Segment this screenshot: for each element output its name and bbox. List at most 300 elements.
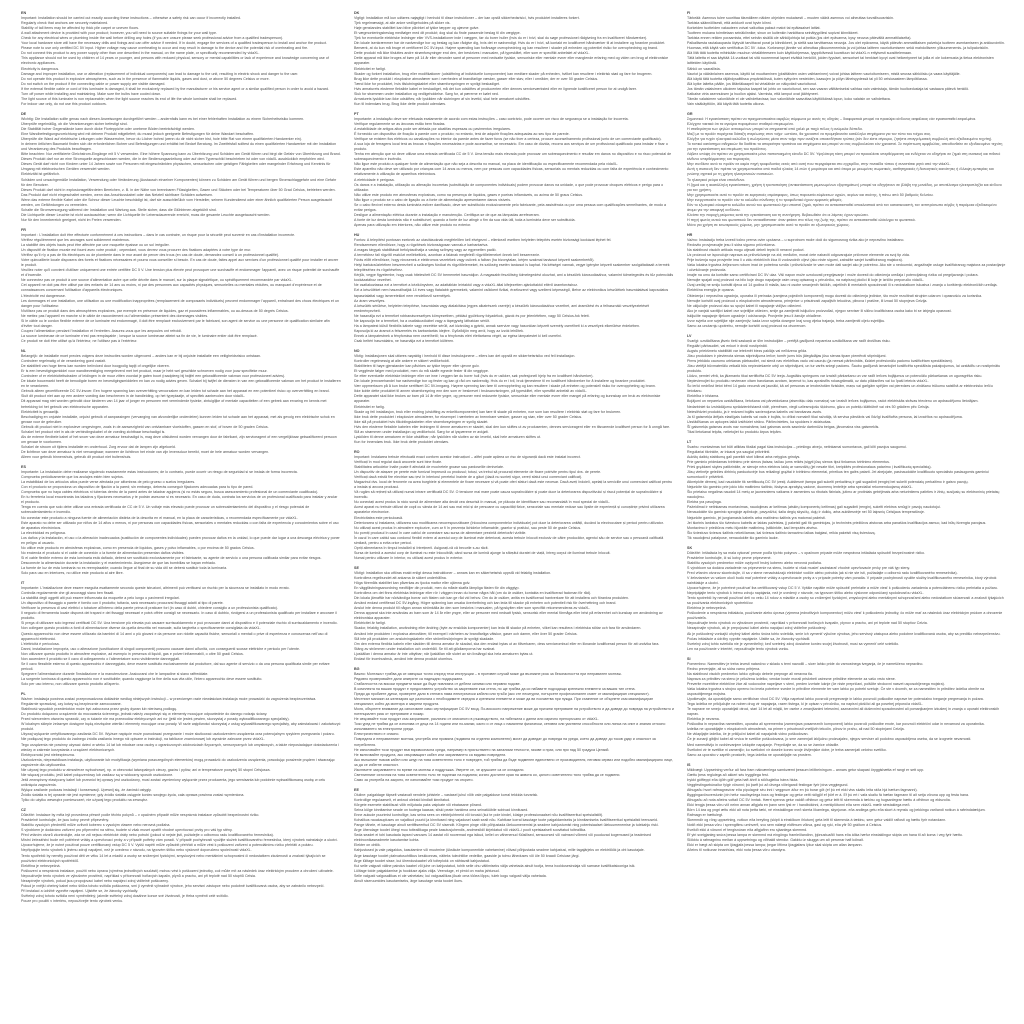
instruction-line: Do not switch on the product if the connecting cable or power supply are visible damaged. [21,81,166,86]
instruction-line: Ne csatlakoztassa ezt a terméket a kézikönyvben, az adattáblán leírtaktól vagy a vidaXL által kifejezetten ajánlottaktól eltérő áramforráshoz. [354,283,579,288]
instruction-line: Huomaa, että käytä vain sertifioitua DC 5V -tuloa. Korkeampi jännite voi aiheuttaa ylikuumenemista ja voi johtaa laitteen vaurioitumiseen sekä mahdolliseen ylikuumenemis- ja tulipaloriskiin. [687,46,989,51]
instruction-line: Upozorňujeme, že je potrebné používať iba certifikovaný vstup DC 5 V. Vyššie napätie môže spôsobiť prehriatie a môže viesť k poškodeniu zariadenia a potenciálnemu riziku prehriatia a požiaru. [687,586,998,591]
instruction-line: La source lumineuse de ce luminaire n'est pas remplaçable ; lorsque la source lumineuse atteint sa fin de vie, le luminaire entier doit être remplacé. [21,333,258,338]
language-code-label: SE [354,565,359,570]
instruction-line: Tjek regelmæssigt, at alle ankre vedligeholdes på sikker vis. [354,21,451,26]
instruction-line: Na stabilnost visokih predmetov lahko vplivajo debele preproge ali neravna tla. [687,671,813,676]
instruction-line: Tarkista säännöllisesti, että ankkurit ovat hyvin kiinni. [687,21,772,26]
instruction-line: Elekter on ohtlik. [354,843,381,848]
instruction-line: Un dispositif de fixation murale est fourni avec votre produit ; cependant, vous devrez vous procurer des fixations adaptées à votre type de mur. [21,248,252,253]
instruction-line: A magas tárgyak stabilitását befolyásolhatja a vastag szőnyeg vagy az egyenetlen padló. [354,248,497,253]
instruction-line: Uszkodzenia, nieprawidłowa instalacja, użytkowanie lub modyfikacja (wymiana poszczególnych elementów) mogą prowadzić do uszkodzenia urządzenia, powodując porażenie prądem i stwarzając zagrożenie dla użytkownika. [21,757,335,767]
instruction-line: Naprava za pritrditev na steno je priložena izdelku; vendar boste morali priskrbeti ustrezne pritrdilne elemente za vašo vrsto stene. [687,676,896,681]
instruction-line: Schäden und unsachgemäße Installation, Verwendung oder Veränderung (Austausch einzelner Komponenten) können zu Schäden am Gerät führen und bergen Stromschlaggefahr und eine Gefahr für den Benutzer. [21,177,337,187]
instruction-line: Ennek a lámpatestnek a fényforrása nem cserélhető; ha a fényforrás eléri élettartama végét, az egész lámpatestet ki kell cserélni. [354,333,562,338]
instruction-line: Wyłącz zasilanie podczas instalacji i konserwacji. Upewnij się, że żarówki ostygły. [21,787,152,792]
instruction-line: Nepoužívejte tento výrobek ve výbušném prostředí, například v přítomnosti hořlavých kapalin, plynů a prachu, ani při teplotě nad 50 stupňů Celsia. [21,873,256,878]
instruction-line: Il negozio di ferramenta locale disporrà dei trapani e dei fissaggi necessari e potrà offrire consigli se necessario. In caso di dubbio, rivolgersi a un professionista qualificato per installare e ancorare il prodotto. [21,611,337,621]
instruction-line: Před vrtáním otvorů zkontrolujte, zda ve zdi nejsou elektrické dráty nebo potrubí (pokud si nejste jisti, požádejte o odbornou radu kvalifikovaného řemeslníka). [21,833,274,838]
instruction-line: Lūdzu, ņemiet vērā, ka jāizmanto tikai sertificēta DC 5V ieeja. Augstāks spriegums var izraisīt pārkaršanu un var radīt ierīces bojājumus un potenciālu pārkaršanas un ugunsgrēka risku. [687,374,983,379]
instruction-line: Vigtigt: Installation må kun udføres nøjagtigt i henhold til disse instruktioner – der kan opstå sikkerhedsrisici, hvis produktet installeres forkert. [354,16,580,21]
instruction-line: Magazinul dvs. local de feronerie va avea burghiele și elementele de fixare necesare și vă poate oferi sfaturi dacă este necesar. Dacă aveți îndoieli, apelați la serviciile unui comerciant calificat pentru a instala și ancora produsul. [354,480,673,490]
instruction-line: Tjek for eventuelle elektriske ledninger eller VVS-installationer inde i væggen, før du borer huller (hvis du er i tvivl, skal du søge professionel rådgivning fra en kvalificeret håndværker). [354,36,648,41]
instruction-line: Šio prietaiso negalima naudoti 14 metų ar jaunesniems vaikams ir asmenims su ribotais fiziniais, jutimo ar protiniais gebėjimais arba neturintiems patirties ir žinių, susijusių su elektroninių prietaisų naudojimu. [687,490,1000,500]
language-section-pt [354,112,674,228]
instruction-line: For indoor use only, do not use this product outdoors. [21,101,107,106]
instruction-line: Aðeins til notkunar innanhúss, ekki nota þessa vöru utandyra. [687,848,786,853]
instruction-line: Selle valgusti valgusallikas ei ole vahetatav; kui valgusallikas jõuab oma tööea lõppu, tuleb kogu valgusti välja vahetada. [354,873,547,878]
instruction-line: Dette produkt må ikke tilsluttes andre strømforsyninger end den, der beskrives i manualen, på typeskiltet, eller som er specifikt anbefalet af vidaXL. [354,51,590,56]
instruction-line: Este aparato no debe ser utilizado por niños de 14 años o menos, ni por personas con capacidades físicas, sensoriales o mentales reducidas o con falta de experiencia y conocimientos sobre el uso de aparatos electrónicos. [21,520,339,530]
instruction-line: Belangrijk: de installatie moet precies volgens deze instructies worden uitgevoerd – anders kan er bij onjuiste installatie een veiligheidsrisico ontstaan. [21,354,262,359]
instruction-line: Svarīgi: uzstādīšana jāveic tieši saskaņā ar šīm instrukcijām – pretējā gadījumā nepareiza uzstādīšana var radīt drošības risku. [687,338,891,343]
instruction-line: Κλείστε την παροχή ρεύματος κατά την εγκατάσταση και τη συντήρηση. Βεβαιωθείτε ότι οι λάμπες έχουν κρυώσει. [687,212,869,217]
instruction-line: Vær oppmerksom på å kun bruke sertifisert DC 5V-inngang. Høyere spenning kan føre til overoppheting og kan resultere i skade på enheten og potensiell risiko for overoppheting og brann. [354,384,656,389]
instruction-line: W lokalnym sklepie żelaznym dostępne będą niezbędne wiertła i elementy mocujące oraz porady. W razie wątpliwości skorzystaj z usług wykwalifikowanego specjalisty, aby zainstalować i zakotwiczyć produkt. [21,722,341,732]
language-section-nl [21,349,341,460]
instruction-line: Kontrollige regulaarselt, et ankrud oleksid kindlalt kinnitatud. [354,797,451,802]
instruction-line: Dôležité: Inštalácia by sa mala vykonať presne podľa týchto pokynov – v opačnom prípade môže nesprávna inštalácia spôsobiť bezpečnostné riziko. [687,550,925,555]
language-code-label: RO [354,449,360,454]
instruction-line: Verifique se existem fios elétricos ou canalizações no interior da parede antes de fazer furos (se não tiver a certeza, procure aconselhamento profissional junto de um comerciante qualificado). [354,137,662,142]
instruction-line: Ärge ühendage toodet ühegi muu toiteallikaga peale kasutusjuhendis, andmesildil kirjeldatud või vidaXL-i poolt spetsiaalselt soovitatud toiteallika. [354,828,587,833]
instruction-line: Ikke bruk dette produktet i eksplosive atmosfærer, for eksempel i nærheten av brennbare væsker, gasser og støv, eller over 50 grader Celsius. [354,414,583,419]
instruction-line: Ne connectez pas ce produit à une source d'alimentation autre que celle décrite dans le manuel, sur la plaque signalétique, ou spécifiquement recommandée par vidaXL. [21,278,293,283]
instruction-line: Sursa de lumină a acestui corp de iluminat nu este înlocuibilă; când sursa de lumină ajunge la sfârșitul duratei de viață, întreg corpul de iluminat trebuie înlocuit. [354,550,611,555]
instruction-line: Ja šī gaismekļa ārējais elastīgais kabelis vai vads ir bojāts, to drīkst nomainīt tikai ražotājs, tā servisa pārstāvis vai līdzīgi kvalificēta persona, lai izvairītos no apdraudējuma. [687,414,963,419]
instruction-line: Controlla regolarmente che gli ancoraggi siano ben fissati. [21,591,115,596]
instruction-line: Stability of tall items may be affected by thick pile carpet or uneven floors. [21,26,140,31]
instruction-line: Überprüfe regelmäßig, ob die Verankerungen sicher befestigt sind. [21,121,128,126]
instruction-line: Tænd ikke for produktet, hvis tilslutningskablet eller strømforsyningen er synligt beskadiget. [354,81,501,86]
instruction-line: Този уред не трябва да се използва от деца на 14 години или по-малки, както и от лица с намалени физически, сетивни или умствени способности или липса на опит и знания относно използването на електронни уреди. [354,722,666,732]
instruction-line: Η ζημιά και η ακατάλληλη εγκατάσταση, χρήση ή τροποποίηση (αντικατάσταση μεμονωμένων εξαρτημάτων) μπορεί να οδηγήσουν σε βλάβη της μονάδας, με αποτέλεσμα ηλεκτροπληξία και κίνδυνο για τον χρήστη. [687,182,1002,192]
instruction-line: No utilice este producto en atmósferas explosivas, como en presencia de líquidos, gases y polvo inflamables, o por encima de 50 grados Celsius. [21,545,255,550]
instruction-line: Pravidelně kontrolujte, že jsou kotvy pevně připevněny. [21,818,110,823]
language-code-label: LT [687,439,692,444]
instruction-line: Se o cabo flexível externo desta luminária estiver danificado, deve ser substituído exclusivamente pelo fabricante, pela assistência ou por uma pessoa com qualificações semelhantes, de modo a evitar perigos. [354,202,667,212]
instruction-line: Non utilizzare questo prodotto in atmosfere esplosive, ad esempio in presenza di liquidi, gas e polveri infiammabili, o oltre 50 gradi Celsius. [21,651,244,656]
instruction-line: Pred vŕtaním otvorov skontrolujte, či sa v stene nenachádzajú elektrické vodiče alebo potrubia (ak si nie ste istí, požiadajte o odbornú radu kvalifikovaného remeselníka). [687,570,958,575]
instruction-line: Fontos: A telepítést pontosan ezeknek az utasításoknak megfelelően kell elvégezni – ellenkező esetben helytelen telepítés esetén biztonsági kockázat léphet fel. [354,238,612,243]
instruction-line: S výrobkom sa dodáva zariadenie na pripevnenie na stenu, budete si však musieť zaobstarať vhodné upevňovacie prvky pre váš typ steny. [687,565,910,570]
instruction-line: Verificare la presenza di cavi elettrici o tubature all'interno della parete prima di praticare fori (in caso di dubbi, chiedere consiglio a un professionista qualificato). [21,606,278,611]
instruction-line: Deteriorarea și instalarea, utilizarea sau modificarea necorespunzătoare (înlocuirea componentelor individuale) pot duce la deteriorarea unității, ducând la electrocutare și pericol pentru utilizator. [354,520,664,525]
instruction-line: Slå inte på produkten om anslutningskabeln eller strömförsörjningen är synligt skadade. [354,636,495,641]
instruction-line: Armaturets lyskilde kan ikke udskiftes; når lyskilden når slutningen af sin levetid, skal hele armaturet udskiftes. [354,96,531,101]
instruction-line: Solo per uso interno, non utilizzare questo prodotto all'aperto. [21,682,120,686]
language-code-label: FR [21,227,26,232]
instruction-line: Endast för inomhusbruk, använd inte denna produkt utomhus. [354,656,453,661]
instruction-line: Tenha em atenção que só deve utilizar uma entrada certificada CC de 5 V. Uma tensão mais elevada pode provocar um sobreaquecimento e resultar em danos no dispositivo e no risco potencial de sobreaquecimento e incêndio. [354,152,672,162]
instruction-line: Važno: Instalaciju treba izvesti točno prema ovim uputama – u suprotnom može doći do sigurnosnog rizika ako je nepravilno instalirano. [687,238,905,243]
instruction-line: A eletricidade é perigosa. [354,177,395,182]
instruction-line: Byggingavöruverslunin þín hefur nauðsynlega bora og festingar og getur veitt ráðgjöf ef þörf er á. Ef þú ert í vafa skaltu fá hæfan fagmann til að setja vöruna upp og festa hana. [687,792,969,797]
language-code-label: SK [687,545,693,550]
instruction-line: Tylko do użytku wewnątrz pomieszczeń, nie używaj tego produktu na zewnątrz. [21,798,149,803]
instruction-line: Nur für den Innenbereich geeignet, nicht im Freien verwenden. [21,217,122,222]
instruction-line: Vă rugăm să rețineți să utilizați numai intrare certificată DC 5V. O tensiune mai mare poate cauza supraîncălzire și poate duce la deteriorarea dispozitivului și riscul potențial de supraîncălzire și incendiu. [354,490,663,500]
instruction-line: Elektřina je nebezpečná. [21,863,61,868]
instruction-line: Pokud je vnější ohebný kabel nebo šňůra tohoto svítidla poškozena, smí ji vyměnit výhradně výrobce, jeho servisní zástupce nebo podobně kvalifikovaná osoba, aby se zabránilo nebezpečí. [21,883,325,888]
instruction-line: Rendszeresen ellenőrizze, hogy a rögzítések biztonságosan vannak-e karbantartva. [354,243,489,248]
instruction-line: Ne mettez pas l'appareil en marche si le câble de raccordement ou l'alimentation présentent des dommages visibles. [21,313,209,318]
instruction-line: Stabilitu vysokých predmetov môže ovplyvniť hrubý koberec alebo nerovná podlaha. [687,560,822,565]
text-columns-container [21,11,1008,1018]
instruction-line: Šio šviestuvo šviesos šaltinis nekeičiamas; kai šviesos šaltinio tarnavimo laikas baigiasi, reikia pakeisti visą šviestuvą. [687,530,876,535]
instruction-line: Prieš gręždami skyles patikrinkite, ar sienoje nėra elektros laidų ar vamzdžių (jei nesate tikri, kreipkitės profesionalaus patarimo į kvalifikuotą specialistą). [687,465,932,470]
instruction-line: Kontroller regelmessig at alle ankere er sikkert vedlikeholdt. [354,359,450,364]
instruction-line: La stabilité des objets hauts peut être affectée par une moquette épaisse ou un sol irrégulier. [21,243,170,248]
instruction-line: Η σταθερότητα των ψηλών αντικειμένων μπορεί να επηρεαστεί από χαλιά με παχύ πέλος ή ανώμαλα δάπεδα. [687,127,863,132]
language-section-sk [687,546,1007,652]
instruction-line: Jos tämän valaisimen ulkoinen taipuisa kaapeli tai johto on vaurioitunut, sen saa vaaran välttämiseksi vaihtaa vain valmistaja, tämän huoltoedustaja tai vastaava pätevä henkilö. [687,86,970,91]
language-code-label: NO [354,349,360,353]
instruction-line: La electricidad es peligrosa. [21,530,66,535]
instruction-line: Non collegare questo prodotto a fonti di alimentazione diverse da quella descritta nel manuale, sulla targhetta o specificamente consigliata da vidaXL. [21,626,261,631]
instruction-line: Þykkt gólfteppi eða ójöfn gólf geta haft áhrif á stöðugleika hárra hluta. [687,777,799,782]
instruction-line: Jei išorinis lankstus šio šviestuvo kabelis ar laidas pažeistas, jį pakeisti gali tik gamintojas, jo techninės priežiūros atstovas arba panašios kvalifikacijos asmuo, kad būtų išvengta pavojaus. [687,520,987,525]
instruction-line: L'elettricità è pericolosa. [21,641,60,646]
instruction-line: Изключете захранването по време на монтаж и поддръжка. Уверете се, че крушките са се охладили. [354,767,525,772]
instruction-line: Če je zunanji gibljivi kabel ali vrvica te svetilke poškodovana, jo sme zamenjati izključno proizvajalec, njegov serviser ali podobno usposobljena oseba, da se izognete nevarnosti. [687,737,972,742]
instruction-line: Athugaðu að nota aðeins vottað DC 5V inntak. Hærri spenna getur valdið ofhitnun og getur leitt til skemmda á tækinu og hugsanlegrar hættu á ofhitnun og eldsvoða. [687,797,951,802]
instruction-line: Verifique regularmente se as âncoras estão bem fixadas. [354,121,446,126]
instruction-line: Elektrina je nebezpečná. [687,606,727,611]
instruction-line: Kérjük, vegye figyelembe, hogy csak hitelesített DC 5V bemenetet használjon. A magasabb feszültség túlmelegedést okozhat, ami a készülék károsodásához, valamint túlmelegedés és tűz potenciális kockázatához vezethet. [354,273,674,283]
language-code-label: HU [354,232,360,237]
instruction-line: Älä käytä tätä tuotetta räjähdysalttiissa ympäristöissä, kuten syttyvien nesteiden, kaasujen ja pölyn läheisyydessä tai yli 50 celsiusasteen lämpötilassa. [687,76,928,81]
instruction-line: Als de externe flexibele kabel of het snoer van deze armatuur beschadigd is, mag deze uitsluitend worden vervangen door de fabrikant, zijn serviceagent of een vergelijkbaar gekwalificeerd persoon om gevaar te voorkomen. [21,434,337,444]
instruction-line: Dieses Gerät darf nicht von Kindern unter 14 Jahren sowie von Personen mit eingeschränkten physischen, sensorischen oder geistigen Fähigkeiten oder mangelnder Erfahrung und Kenntnis für Umgang mit elektronischen Geräten verwendet werden. [21,162,331,172]
instruction-line: Kontrollera regelbundet att ankarna är säkert underhållna. [354,576,447,581]
instruction-line: Uz proizvod se isporučuje naprava za pričvršćivanje na zid; međutim, morat ćete nabaviti odgovarajuće pričvrsne elemente za svoj tip zida. [687,253,910,258]
instruction-line: Et vægmonteringsbeslag medfølger med dit produkt; dog skal du finde passende beslag til din vægtype. [354,31,521,36]
instruction-line: Slökktu á rafmagninu meðan á uppsetningu og viðhaldi stendur. Gakktu úr skugga um að perurnar hafi kólnað. [687,838,865,843]
instruction-line: Kapcsolja ki az áramot a felszerelés és karbantartás idejére. Győződjön meg arról, hogy az izzók lehűltek. [354,328,524,333]
instruction-line: Sluk for strømmen under installation og vedligeholdelse. Sørg for, at pærerne er kølet ned. [354,91,499,96]
instruction-line: Tento spotrebič by nemali používať deti vo veku 14 rokov a mladšie a osoby so zníženými fyzickými, zmyslovými alebo mentálnymi schopnosťami alebo nedostatkom skúseností a znalostí týkajúcich sa používania elektronických spotrebičov. [687,596,1004,606]
language-section-es [21,465,341,576]
instruction-line: Tärkeää: Asennus tulee suorittaa täsmälleen näiden ohjeiden mukaisesti – muuten väärä asennus voi aiheuttaa turvallisuusriskin. [687,16,894,21]
instruction-line: Uzstādīšanas un apkopes laikā izslēdziet strāvu. Pārliecinieties, ka spuldzes ir atdzisušas. [687,419,832,424]
instruction-line: Helyi barkácsüzletében beszerezheti a szükséges fúrókat és rögzítőelemeket, és szükség esetén tanácsot is kaphat. Ha kétségei vannak, vegye igénybe képzett szakember szolgáltatásait a termék telepítéséhez és rögzítéséhez. [354,263,670,273]
language-code-label: EE [354,787,359,792]
instruction-line: Nejunkite šio gaminio prie jokio kito maitinimo šaltinio, išskyrus aprašytą vadove, duomenų lentelėje arba specialiai rekomenduojamą vidaXL. [687,485,913,490]
instruction-line: Svarbu: montavimas turi būti atliktas tiksliai pagal šias instrukcijas – priešingu atveju, netinkamai sumontavus, gali kilti pavojus saugumui. [687,444,907,449]
instruction-line: Acest aparat nu trebuie utilizat de copii cu vârsta de 14 ani sau mai mici și de persoane cu capacități fizice, senzoriale sau mentale reduse sau lipsite de experiență și cunoștințe privind utilizarea aparatelor electronice. [354,505,665,515]
instruction-line: Do not connect this product to any power supply other than one described in the manual, on the name plate, or specifically recommended by vidaXL. [21,51,260,56]
instruction-line: Εάν το εξωτερικό εύκαμπτο καλώδιο αυτού του φωτιστικού έχει υποστεί ζημιά, πρέπει να αντικατασταθεί αποκλειστικά από τον κατασκευαστή, τον αντιπρόσωπο σέρβις ή παρόμοια εξειδικευμένο άτομο για την αποφυγή κινδύνου. [687,202,997,212]
language-section-se [354,566,674,662]
instruction-line: Не свързвайте този продукт към захранване, различно от описаното в ръководството, на табелката с данни или изрично препоръчано от vidaXL. [354,717,599,722]
instruction-line: Nu conectați acest produs la nicio sursă de alimentare alta decât cea descrisă în manual, pe plăcuța de identificare sau recomandată în mod special de vidaXL. [354,500,611,505]
instruction-line: No conectar este producto a ninguna fuente de alimentación distinta de la descrita en el manual, en la placa de características, o recomendada específicamente por vidaXL. [21,515,298,520]
instruction-line: Ljuskällan i denna armatur är inte utbytbar; när ljuskällan når slutet av sin livslängd ska hela armaturen bytas ut. [354,651,534,656]
instruction-line: Un dispozitiv de atașare pe perete este furnizat împreună cu produsul; totuși, va trebui să procurați elemente de fixare potrivite pentru tipul dvs. de perete. [354,470,602,475]
instruction-line: Din lokale jernvarehandel har nødvendige bor og fester og kan gi råd om nødvendig. Hvis du er i tvil, bruk tjenestene til en kvalifisert håndverker for å installere og forankre produktet. [354,379,646,384]
language-section-en [21,11,341,107]
instruction-line: Dieses Produkt darf nur an eine Stromquelle angeschlossen werden, die in der Bedienungsanleitung oder auf dem Typenschild beschrieben ist oder von vidaXL ausdrücklich empfohlen wird. [21,157,325,162]
instruction-line: Turn off power while installing and maintaining. Make sure the bulbs have cooled down. [21,91,162,96]
instruction-line: A fonte de luz desta luminária não é substituível; quando a fonte de luz atingir o fim da sua vida útil, toda a luminária deve ser substituída. [354,217,576,222]
instruction-line: Μην ενεργοποιείτε το προϊόν εάν το καλώδιο σύνδεσης ή το τροφοδοτικό έχουν εμφανείς φθορές. [687,197,843,202]
language-code-label: BG [354,666,360,671]
instruction-line: Enne aukude puurimist kontrollige, kas seina sees on elektrijuhtmeid või torusid (kui te pole kindel, küsige professionaalset nõu kvalifitseeritud spetsialistilt). [354,813,604,818]
instruction-line: Nu utilizați acest produs în atmosfere explozive, cum ar fi în prezența lichidelor inflamabile, gazelor și prafului, sau peste 50 de grade Celsius. [354,525,582,530]
instruction-line: En väggfästningsanordning medföljer din produkt, men du måste skaffa lämpliga fästen för din väggtyp. [354,586,520,591]
instruction-line: This appliance should not be used by children of 14 years or younger, and persons with reduced physical, sensory or mental capabilities or lack of experience and knowledge concerning use of electronic appliances. [21,56,329,66]
instruction-line: Ekki tengja þessa vöru við neinn annan aflgjafa en þann sem lýst er í handbókinni, á merkiplötunni eða sem vidaXL mælir sérstaklega með. [687,803,911,808]
instruction-line: Na stabilnost visokih artikala mogu utjecati debeli tepisi ili neravni podovi. [687,248,805,253]
instruction-line: Nemojte koristiti ovaj proizvod u eksplozivnim atmosferama, primjerice u prisutnosti zapaljivih tekućina, plinova i prašine, ili iznad 50 stupnjeva Celzija. [687,298,928,303]
instruction-line: Numai pentru utilizare în interior, nu utilizați acest produs în exterior. [354,555,464,560]
instruction-line: Nepřipojujte tento výrobek k jinému zdroji napájení, než je uvedeno v návodu, na typovém štítku nebo výslovně doporučeno společností vidaXL. [21,848,252,853]
instruction-line: Kui selle valgusti väline painduv kaabel või juhe on kahjustatud, tohib selle ohu vältimiseks välja vahetada ainult tootja, tema hooldusesindaja või sarnase kvalifikatsiooniga isik. [354,863,636,868]
instruction-line: Schalte die Stromversorgung während der Installation und Wartung aus. Stelle sicher, dass die Glühbirnen abgekühlt sind. [21,207,217,212]
instruction-line: Din lokala järnaffär har nödvändiga borrar och fästen och kan ge råd vid behov. Om du är osäker, anlita en kvalificerad hantverkare för att installera och förankra produkten. [354,596,630,601]
instruction-line: Η πηγή φωτός αυτού του φωτιστικού δεν αντικαθίσταται· όταν φτάσει στο τέλος της ζωής της, πρέπει να αντικατασταθεί ολόκληρο το φωτιστικό. [687,217,916,222]
instruction-line: Un dispositivo di fissaggio a parete è fornito con il prodotto; tuttavia, sarà necessario procurarsi fissaggi adatti al tipo di parete. [21,601,224,606]
instruction-line: Seina külge kinnitamise seade on tootega kaasas; siiski peate hankima oma seinatüübile sobivad kinnitused. [354,808,529,813]
language-code-label: IT [21,581,25,586]
instruction-line: Elektryczność jest niebezpieczna. [21,752,75,757]
instruction-line: Imajte na umu da koristite samo certificirani DC 5V ulaz. Viši napon može uzrokovati pregrijavanje i može dovesti do oštećenja uređaja i potencijalnog rizika od pregrijavanja i požara. [687,273,979,278]
instruction-line: Skador, felaktig installation, användning eller ändring (byte av enskilda komponenter) kan leda till skador på enheten, vilket kan resultera i elektriska stötar och fara för användaren. [354,626,642,631]
language-code-label: FI [687,11,691,15]
instruction-line: Kveikið ekki á vörunni ef tengisnúran eða aflgjafinn eru sjáanlega skemmd. [687,828,808,833]
instruction-line: Μόνο για χρήση σε εσωτερικούς χώρους, μην χρησιμοποιείτε αυτό το προϊόν σε εξωτερικούς χώρους. [687,222,850,227]
instruction-line: Електричеството е опасно. [354,732,400,737]
instruction-line: Vain sisäkäyttöön, älä käytä tätä tuotetta ulkona. [687,101,765,106]
instruction-line: Si el cable flexible externo de esta luminaria está dañado, deberá ser sustituido exclusivamente por el fabricante, su agente de servicio o una persona calificada similar para evitar riesgos. [21,555,322,560]
language-code-label: HR [687,232,693,237]
instruction-line: Gebruik alleen gecertificeerde DC 5V-invoer. Een hogere spanning kan oververhitting veroorzaken en kan leiden tot schade aan het apparaat en een potentieel risico op oververhitting en brand. [21,389,330,394]
instruction-line: La fuente de luz de esta luminaria no es reemplazable; cuando llegue al final de su vida útil se deberá sustituir toda la luminaria. [21,565,228,570]
instruction-line: Veuillez noter qu'il convient d'utiliser uniquement une entrée certifiée DC 5 V. Une tension plus élevée peut provoquer une surchauffe et endommager l'appareil, avec un risque potentiel de surchauffe et d'incendie. [21,268,340,278]
instruction-line: Die Stabilität hoher Gegenstände kann durch dicke Florteppiche oder unebene Böden beeinträchtigt werden. [21,127,196,132]
instruction-line: Ikke slå på produktet hvis tilkoblingskabelen eller strømforsyningen er synlig skadet. [354,419,489,424]
instruction-line: Augstu priekšmetu stabilitāti var ietekmēt biezs paklājs vai nelīdzena grīda. [687,349,808,353]
instruction-line: Ne használja ezt a terméket robbanásveszélyes környezetben, például gyúlékony folyadékok, gázok és por jelenlétében, vagy 50 Celsius-fok felett. [354,313,590,318]
instruction-line: Wichtig: Die Installation sollte genau nach diesen Anweisungen durchgeführt werden – andernfalls kann es bei einer fehlerhaften Installation zu einem Sicherheitsrisiko kommen. [21,116,305,121]
instruction-line: Desconecte la alimentación durante la instalación y el mantenimiento. Asegúrese de que las bombillas se hayan enfriado. [21,560,216,565]
instruction-line: Redno preverjajte, ali so sidra varno pritrjena. [687,666,761,671]
instruction-line: Er is een bevestigingsmiddel voor wandbevestiging meegeleverd met het product, maar je hebt wel geschikte schroeven nodig voor jouw specifieke muur. [21,369,268,374]
instruction-line: Tämän valaisimen valonlähde ei ole vaihdettavissa; kun valonlähde saavuttaa käyttöikänsä lopun, koko valaisin on vaihdettava. [687,96,891,101]
instruction-line: Verificați dacă există fire electrice sau țevi în interiorul peretelui înainte de a găuri (dacă nu sunteți sigur, cereți sfatul unui comerciant calificat). [354,475,583,480]
instruction-line: En tu ferretería local encontrarás los taladros y fijaciones necesarios y te podrán asesorar si es necesario. En caso de duda, contrata los servicios de un profesional cualificado para instalar y anclar el producto. [21,495,338,505]
instruction-line: В комплекта на вашия продукт е предоставено устройство за закрепване към стена, но ще трябва да си набавите подходящи крепежни елементи за вашия тип стена. [354,687,636,691]
instruction-line: Este aparelho não deve ser utilizado por crianças com 14 anos ou menos, nem por pessoas com capacidades físicas, sensoriais ou mentais reduzidas ou com falta de experiência e conhecimento relativamente à utilização de aparelhos eletrónicos. [354,167,669,177]
language-section-it [21,581,341,687]
instruction-line: Oluline: paigaldage täpselt vastavalt nendele juhistele – vastasel juhul võib vale paigalduse korral tekkida turvarisk. [354,792,539,797]
instruction-line: Paikallisesta rautakaupasta löytyvät tarvittavat porat ja kiinnikkeet, ja sieltä saa tarvittaessa neuvoja. Jos olet epävarma, käytä pätevän ammattilaisen palveluja tuotteen asentamiseen ja ankkurointiin. [687,41,1005,46]
instruction-line: Regulāri pārbaudiet, vai enkuri ir droši nostiprināti. [687,343,768,348]
instruction-line: Do not operate this product in explosive atmospheres, such as in the presence of flammable liquids, gases and dust, or above 50 degrees Celsius or more. [21,76,270,81]
instruction-line: Höga föremåls stabilitet kan påverkas av tjocka mattor eller ojämna golv. [354,581,471,586]
instruction-line: Questo apparecchio non deve essere utilizzato da bambini di 14 anni o più giovani e da persone con ridotte capacità fisiche, sensoriali o mentali o prive di esperienza e conoscenza nell'uso di apparecchi elettronici. [21,631,328,641]
instruction-line: Nezapínajte výrobok, ak je prepojovací kábel alebo napájací zdroj viditeľne poškodený. [687,626,827,631]
instruction-line: Lyskilden til denne armaturen er ikke utskiftbar; når lyskilden når slutten av sin levetid, skal hele armaturen skiftes ut. [354,434,542,439]
instruction-line: Slå av strømmen under installasjon og vedlikehold. Sørg for at lyspærene er avkjølt. [354,429,489,434]
instruction-line: Check for any electrical wires or plumbing inside the wall before drilling any holes (if you are unsure please seek professional advice from a qualified tradesperson). [21,36,284,41]
instruction-line: Skade og feil installasjon, bruk eller endring (utskifting av enkeltkomponenter) kan føre til skade på enheten, noe som kan resultere i elektrisk støt og fare for brukeren. [354,409,622,414]
instruction-line: Dit apparaat mag niet worden gebruikt door kinderen van 14 jaar of jonger en personen met verminderde fysieke, zintuiglijke of mentale capaciteiten of een gebrek aan ervaring en kennis met betrekking tot het gebruik van elektronische apparaten. [21,399,327,409]
instruction-line: The light source of this luminaire is non replaceable; when the light source reaches its end of life the whole luminaire shall be replaced. [21,96,238,101]
instruction-line: Ако външният гъвкав кабел или шнур на това осветително тяло е повреден, той трябва да бъде подменен единствено от производителя, неговия сервиз или подобно квалифицирано лице, за да се избегне опасност. [354,757,674,767]
instruction-line: Stäng av strömmen under installation och underhåll. Se till att glödlamporna har svalnat. [354,646,496,651]
instruction-line: Spegnere l'alimentazione durante l'installazione e la manutenzione. Assicurarsi che le lampadine si siano raffreddate. [21,671,209,676]
instruction-line: Poškodenie a nesprávna inštalácia, používanie alebo úprava (výmena jednotlivých komponentov) môžu viesť k poškodeniu jednotky, čo môže mať za následok úraz elektrickým prúdom a ohrozenie používateľa. [687,611,1003,621]
instruction-line: Csak beltéri használatra, ne használja ezt a terméket kültéren. [354,338,455,343]
text-column-1 [21,11,341,909]
instruction-line: Om den externa flexibla kabeln eller sladden till denna armatur är skadad, ska den endast bytas ut av tillverkaren, dess serviceombud eller en liknande kvalificerad person för att undvika fara. [354,641,660,646]
instruction-line: Nemojte spajati ovaj proizvod na bilo koje drugo napajanje osim onog opisanog u priručniku, na natpisnoj pločici ili koje je izričito preporučio vidaXL. [687,278,925,283]
instruction-line: Tega izdelka ne priključujte na noben drug vir napajanja, razen tistega, ki je opisan v priročniku, na napisni ploščici ali ga posebej priporoča vidaXL. [687,702,924,707]
language-code-label: SI [687,656,691,661]
instruction-line: Przed wierceniem otworów sprawdź, czy w ścianie nie ma przewodów elektrycznych ani rur (jeśli nie jesteś pewien, skorzystaj z porady wykwalifikowanego specjalisty). [21,717,290,722]
instruction-line: Pirms jebkādu caurumu urbšanas pārbaudiet, vai sienā nav elektrības vadu vai cauruļu (ja neesat pārliecināts, lūdziet profesionālu padomu kvalificētam speciālistam). [687,359,953,364]
instruction-line: Te naprave ne smejo uporabljati otroci, stari 14 let ali mlajši, ter osebe z zmanjšanimi telesnimi, zaznavnimi ali duševnimi sposobnostmi ali pomanjkanjem izkušenj in znanja o uporabi elektronskih naprav. [687,707,1000,717]
instruction-line: Bitte beachten: Nur zertifizierte Gleichstrom-Eingänge mit 5 V verwenden. Eine höhere Spannung kann zu Überhitzung und Schäden am Gerät führen und birgt die Gefahr von Überhitzung und Brand. [21,152,341,157]
language-section-dk [354,11,674,107]
instruction-line: Upozorňujeme, že je nutné používat pouze certifikovaný vstup DC 5 V. Vyšší napětí může způsobit přehřátí a může vést k poškození zařízení a potenciálnímu riziku přehřátí a požáru. [21,843,314,848]
language-section-bg [354,667,674,783]
instruction-line: Nu porniți produsul în cazul în care cablul de conectare sau sursa de alimentare prezintă deteriorări vizibile. [354,530,527,535]
instruction-line: Моля, обърнете внимание да използвате само сертифициран DC 5V вход. По-високото напрежение може да причини прегряване на устройството и да доведе до повреда на устройството и потенциален риск от прегряване и пожар. [354,707,674,717]
language-section-de [21,112,341,223]
instruction-line: Hvis armaturets eksterne fleksible kabel er beskadiget, må det kun udskiftes af producenten eller dennes serviceværksted eller en lignende kvalificeret person for at undgå farer. [354,86,637,91]
instruction-line: Se etter eventuelle elektriske ledninger eller rør inne i veggen før du borer hull (hvis du er usikker, søk profesjonell hjelp fra en kvalifisert håndverker). [354,374,594,379]
instruction-line: Svetelný zdroj tohto svietidla nie je vymeniteľný; keď svetelný zdroj dosiahne koniec svojej životnosti, musí sa vymeniť celé svietidlo. [687,641,900,646]
instruction-line: Nenaudokite šio gaminio sprogioje aplinkoje, pavyzdžiui, šalia degių skysčių, dujų ir dulkių, arba aukštesnėje nei 50 laipsnių Celsijaus temperatūroje. [687,510,925,515]
instruction-line: Nezapínejte výrobek, pokud jsou propojovací kabel nebo napájecí zdroj viditelně poškozeny. [21,878,169,883]
instruction-line: Si prega di utilizzare solo ingressi certificati DC 5V. Una tensione più elevata può causare surriscaldamento e può provocare danni al dispositivo e il potenziale rischio di surriscaldamento e incendio. [21,621,338,626]
instruction-line: Ovaj uređaj ne smiju koristiti djeca od 14 godina ili mlađa, kao ni osobe smanjenih fizičkih, osjetilnih ili mentalnih sposobnosti ili s nedostatkom iskustva i znanja u korištenju elektroničkih uređaja. [687,283,998,288]
instruction-line: A készülék sérülése, helytelen telepítése, használata vagy átalakítása (egyes alkatrészek cseréje) a készülék károsodásához vezethet, ami áramütést és a felhasználó veszélyeztetését eredményezheti. [354,303,650,313]
language-section-fr [21,228,341,344]
instruction-line: Do produktu dołączono urządzenie do mocowania ściennego, jednak należy zaopatrzyć się w elementy mocujące odpowiednie do danego rodzaju ściany. [21,712,268,717]
instruction-line: Aukštų daiktų stabilumą gali paveikti stori kilimai arba nelygios grindys. [687,454,801,459]
instruction-line: Tenga en cuenta que solo debe utilizar una entrada certificada de CC de 5 V. Un voltaje más elevado puede provocar un sobrecalentamiento del dispositivo y el riesgo potencial de sobrecalentamiento e incendio. [21,505,310,515]
instruction-line: Brug ikke dette produkt i eksplosive atmosfærer som i nærheden af brandfarlige væsker, gasser eller støv, eller i områder, der er over 50 grader Celsius. [354,76,599,81]
instruction-line: Important : L'installation doit être effectuée conformément à ces instructions – dans le cas contraire, un risque pour la sécurité peut survenir en cas d'installation incorrecte. [21,232,296,237]
instruction-line: Nie włączaj produktu, jeśli kabel połączeniowy lub zasilacz są w widoczny sposób uszkodzone. [21,772,174,777]
instruction-line: Das Produkt darf nicht eingeschaltet werden, wenn das Anschlusskabel oder das Netzteil sichtbare Schäden aufweisen. [21,192,213,197]
instruction-line: Elektrība ir bīstama. [687,394,720,399]
instruction-line: Σημαντικό: Η εγκατάσταση πρέπει να πραγματοποιείται ακριβώς σύμφωνα με αυτές τις οδηγίες – διαφορετικά μπορεί να προκύψει κίνδυνος ασφάλειας εάν εγκατασταθεί εσφαλμένα. [687,116,977,121]
instruction-line: Your local hardware store will have the necessary drills and fixings and can offer advice if needed. If in doubt, engage the services of a qualified tradesperson to install and anchor the product. [21,41,328,46]
instruction-line: Nejunkite gaminio, jei jungiamasis kabelis arba maitinimo šaltinis yra matomai pažeisti. [687,515,826,520]
instruction-line: Alleen voor gebruik binnenshuis, gebruik dit product niet buitenshuis. [21,454,132,459]
instruction-line: Bojājumi un nepareiza uzstādīšana, lietošana vai pārveidošana (atsevišķu daļu nomaiņa) var izraisīt ierīces bojājumus, radot elektriskās strāvas triecienu un apdraudējumu lietotājam. [687,399,979,404]
instruction-line: In deinem örtlichen Baumarkt finden sich die erforderlichen Bohrer und Befestigungen und erhältst bei Bedarf Beratung. Im Zweifelsfall solltest du einen qualifizierten Handwerker mit der Installation und Verankerung des Produkts beauftragen. [21,142,337,152]
instruction-line: Verificați în mod regulat dacă ancorele sunt bine fixate. [354,459,443,464]
language-section-lt [687,440,1007,541]
instruction-line: Katkaise virta asennuksen ja huollon ajaksi. Varmista, että lamput ovat jäähtyneet. [687,91,819,96]
instruction-line: Ärge lülitage toodet sisse, kui ühenduskaabel või toiteplokk on nähtavalt kahjustatud. [354,858,490,863]
instruction-line: Comprueba periódicamente que los anclajes estén bien sujetos. [21,475,124,480]
instruction-line: Regularnie sprawdzaj, czy kotwy są bezpiecznie zamocowane. [21,702,122,707]
instruction-line: Az áram veszélyes. [354,298,386,303]
language-section-hu [354,233,674,344]
instruction-line: Sluit dit product niet aan op een andere voeding dan beschreven in de handleiding, op het typeplaatje, of specifiek aanbevolen door vidaXL. [21,394,246,399]
instruction-line: Jūsu vietējā būvmateriālu veikalā būs nepieciešamie urbji un stiprinājumi, un tur varēs sniegt padomu. Šaubu gadījumā izmantojiet kvalificēta speciālista pakalpojumus, lai uzstādītu un nostiprinātu produktu. [687,364,1001,374]
instruction-line: Vaša lokalna trgovina s strojno opremo bo imela potrebne svedre in pritrdilne elemente ter vam lahko po potrebi svetuje. Če ste v dvomih, se za namestitev in pritrditev izdelka obrnite na usposobljenega mojstra. [687,687,985,697]
instruction-line: Pange tähele, et kasutage ainult sertifitseeritud DC 5V sisendit. Kõrgem pinge võib põhjustada ülekuumenemist ja seadme kahjustumist ning potentsiaalset ülekuumenemise ja tulekahju riski. [354,823,659,828]
instruction-line: Veggfestingarbúnaður fylgir vörunni; þú þarft þó að útvega viðeigandi festingar fyrir þína veggtegund. [687,782,849,787]
instruction-line: Nepripájajte tento výrobok k inému zdroju napájania, než je uvedený v návode, na typovom štítku alebo výslovne odporúčaný spoločnosťou vidaXL. [687,591,924,596]
instruction-line: Ärge kasutage toodet plahvatusohtlikus keskkonnas, näiteks tuleohtlike vedelike, gaaside ja tolmu läheduses või üle 50 kraadi Celsiuse järgi. [354,853,580,858]
instruction-line: Important: Instalarea trebuie efectuată exact conform acestor instrucțiuni – altfel poate apărea un risc de siguranță dacă este instalat incorect. [354,454,581,459]
language-section-gr [687,112,1007,228]
instruction-line: Fúrás előtt ellenőrizze, hogy nincsenek-e elektromos vezetékek vagy csövek a falban (ha bizonytalan, kérjen szakmai tanácsot képzett szakembertől). [354,258,595,263]
instruction-line: Atkreipkite dėmesį, kad naudokite tik sertifikuotą DC 5V įvestį. Aukštesnė įtampa gali sukelti perkaitimą ir gali sugadinti įrenginį bei sukelti potencialų perkaitimo ir gaisro pavojų. [687,480,969,485]
instruction-line: Tento spotřebič by neměly používat děti ve věku 14 let a mladší a osoby se sníženými fyzickými, smyslovými nebo mentálními schopnostmi či nedostatkem zkušeností a znalostí týkajících se používání elektronických spotřebičů. [21,853,326,863]
instruction-line: Se il cavo flessibile esterno di questo apparecchio è danneggiato, deve essere sostituito esclusivamente dal produttore, dal suo agente di servizio o da una persona qualificata simile per evitare pericoli. [21,661,330,671]
language-section-is [687,763,1007,854]
instruction-line: Korkeiden tuotteiden vakauteen voivat vaikuttaa paksut matot tai epätasaiset lattiat. [687,26,821,31]
instruction-line: Преди да пробиете дупки, проверете дали в стената няма електрически кабели или тръби (ако сте несигурни, потърсете професионален съвет от квалифициран специалист). [354,692,650,697]
instruction-line: Använd inte produkten i explosiva atmosfärer, till exempel i närheten av brandfarliga vätskor, gaser och damm, eller över 50 grader Celsius. [354,631,578,636]
instruction-line: Please note to use only certified DC 5V input. Higher voltage may cause overheating to occur and may result in damage to the device and the potential risk of overheating and fire. [21,46,309,51]
instruction-line: Ekki er hægt að skipta um ljósgjafa þessa lampa; þegar líftíma ljósgjafans lýkur skal skipta um allan lampann. [687,843,863,848]
instruction-line: Oštećenja i nepravilna ugradnja, uporaba ili preinaka (zamjena pojedinih komponenti) mogu dovesti do oštećenja jedinice, što može rezultirati strujnim udarom i opasnošću za korisnika. [687,293,983,298]
instruction-line: Viktig: Installasjonen skal utføres nøyaktig i henhold til disse instruksjonene – ellers kan det oppstå en sikkerhetsrisiko ved feil installasjon. [354,354,576,359]
instruction-line: La estabilidad de los artículos altos puede verse afectada por alfombras de pelo grueso o suelos irregulares. [21,480,196,485]
instruction-line: Το τοπικό κατάστημα σιδηρικών θα διαθέτει τα απαραίτητα τρυπάνια και στηρίγματα και μπορεί να σας συμβουλεύσει εάν χρειαστεί. Σε περίπτωση αμφιβολίας, απευθυνθείτε σε εξειδικευμένο τεχνίτη για την εγκατάσταση και στερέωση του προϊόντος. [687,142,1003,152]
instruction-line: Редовно проверявайте дали анкерите са надеждно поддържани. [354,676,464,681]
instruction-line: Pouze pro použití v interiéru, nepoužívejte tento výrobek venku. [21,898,124,903]
language-section-fi [687,11,1007,107]
instruction-line: Si le câble ou le cordon flexible externe de ce luminaire est endommagé, il doit être remplacé exclusivement par le fabricant, son agent de service ou une personne de qualification similaire afin d'éviter tout danger. [21,318,330,328]
instruction-line: Samo za unutarnju upotrebu, nemojte koristiti ovaj proizvod na otvorenom. [687,323,807,328]
instruction-line: Светлинният източник на това осветително тяло не подлежи на подмяна; когато достигне края на живота си, цялото осветително тяло трябва да се подмени. [354,772,621,777]
language-section-no [354,349,674,445]
instruction-line: Jūsu produktam ir pievienota sienas stiprinājuma ierīce; tomēr jums būs jāiegādājas jūsu sienas tipam piemēroti stiprinājumi. [687,354,887,359]
instruction-line: Pažeidimai ir netinkamas montavimas, naudojimas ar keitimas (atskirų komponentų keitimas) gali sugadinti įrenginį, sukelti elektros smūgį ir pavojų naudotojui. [687,505,941,510]
instruction-line: Elektrisitet er farlig. [354,404,385,409]
instruction-line: Το ηλεκτρικό ρεύμα είναι επικίνδυνο. [687,177,746,182]
instruction-line: Cet appareil ne doit pas être utilisé par des enfants de 14 ans ou moins, ni par des personnes aux capacités physiques, sensorielles ou mentales réduites, ou manquant d'expérience et de connaissances concernant l'utilisation d'appareils électroniques. [21,283,322,293]
instruction-line: Não ligue este produto a qualquer fonte de alimentação que não seja a descrita no manual, na placa de identificação ou especificamente recomendada pela vidaXL. [354,162,619,167]
instruction-line: Не включвайте продукта, ако свързващият кабел или захранването са видимо повредени. [354,752,507,757]
instruction-line: Non accendere il prodotto se il cavo di collegamento o l'alimentatore sono visibilmente danneggiati. [21,656,181,661]
instruction-line: Skader og forkert installation, brug eller modifikationer (udskiftning af individuelle komponenter) kan medføre skader på enheden, hvilket kan resultere i elektrisk stød og fare for brugeren. [354,71,653,76]
instruction-line: Стабилността на високи предмети може да бъде повлияна от дебели килими или неравни подове. [354,681,521,686]
instruction-line: Preverite morebitne električne žice ali vodovodne napeljave v steni, preden izvrtate luknje (če niste prepričani, poiščite strokovni nasvet usposobljenega mojstra). [687,681,945,686]
instruction-line: Os danos e a instalação, utilização ou alteração incorretas (substituição de componentes individuais) podem provocar danos na unidade, o que pode provocar choques elétricos e perigo para o utilizador. [354,182,664,192]
instruction-line: Vaša lokalna trgovina željeznom robom imat će potrebna svrdla i pričvršćivače te vam može dati savjet ako je potrebno. Ako ste u nedoumici, angažirajte usluge kvalificiranog majstora za postavljanje i učvršćivanje proizvoda. [687,263,1006,273]
instruction-line: Ezt a készüléket nem használhatják 14 éves vagy fiatalabb gyermekek, valamint csökkent fizikai, érzékszervi vagy szellemi képességű, illetve az elektronikus készülékek használatával kapcsolatos tapasztalattal vagy ismeretekkel nem rendelkező személyek. [354,288,669,298]
instruction-line: Isključite napajanje tijekom ugradnje i održavanja. Provjerite jesu li žarulje ohlađene. [687,313,822,318]
instruction-line: Pomembno: Namestitev je treba izvesti natančno v skladu s temi navodili – sicer lahko pride do varnostnega tveganja, če je nameščeno nepravilno. [687,661,924,666]
instruction-line: Izvor svjetla ove svjetiljke nije zamjenjiv; kada izvor svjetla dosegne kraj svog vijeka trajanja, treba zamijeniti cijelu svjetiljku. [687,318,886,323]
language-code-label: PL [21,692,26,697]
instruction-line: Ne vklapljajte izdelka, če je priključni kabel ali napajalnik vidno poškodovan. [687,732,809,737]
instruction-line: Λάβετε υπόψη ότι πρέπει να χρησιμοποιείτε μόνο πιστοποιημένη είσοδο DC 5V. Υψηλότερη τάση μπορεί να προκαλέσει υπερθέρμανση και ενδέχεται να οδηγήσει σε ζημιά στη συσκευή και πιθανό κίνδυνο υπερθέρμανσης και πυρκαγιάς. [687,152,1001,162]
instruction-line: Eine Wandbefestigungsvorrichtung wird mit deinem Produkt mitgeliefert; du musst jedoch geeignete Befestigungen für deine Wandart beschaffen. [21,132,255,137]
instruction-line: If the external flexible cable or cord of this luminaire is damaged, it shall be exclusively replaced by the manufacturer or his service agent or a similar qualified person in order to avoid a hazard. [21,86,330,91]
instruction-line: Ne kapcsolja be a terméket, ha a csatlakozókábel vagy a tápegység láthatóan sérült. [354,318,491,323]
instruction-line: Ak je poškodený vonkajší ohybný kábel alebo šnúra tohto svietidla, smie ich vymeniť výlučne výrobca, jeho servisný zástupca alebo podobne kvalifikovaná osoba, aby sa predišlo nebezpečenstvu. [687,631,1001,636]
instruction-line: Kun for innendørs bruk. Ikke bruk dette produktet utendørs. [354,439,450,444]
instruction-line: Rafmagn er hættulegt. [687,813,723,818]
language-code-label: NL [21,349,26,353]
instruction-line: Börn 14 ára og yngri ættu ekki að nota þetta tæki, né einstaklingar með skerta líkamlega, skynjunar- eða andlega getu eða skort á reynslu og þekkingu varðandi notkun á rafeindatækjum. [687,808,986,813]
instruction-line: É fornecido um dispositivo de fixação à parede com o produto; no entanto, terá de adquirir fixações adequadas ao seu tipo de parede. [354,132,570,137]
